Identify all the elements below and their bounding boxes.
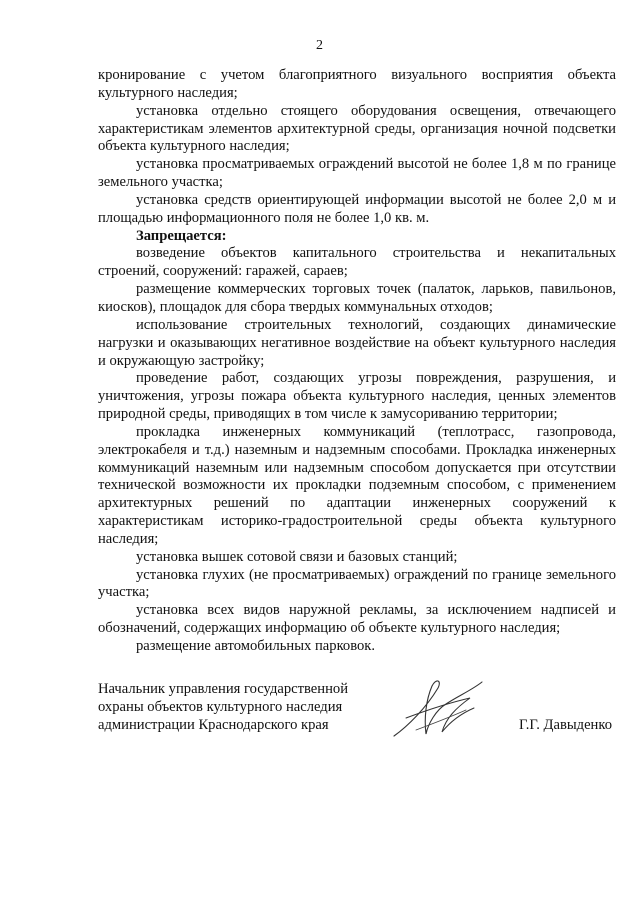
paragraph: проведение работ, создающих угрозы повреждения, разрушения, и уничтожения, угрозы пожара объекта культурного наследия, ценных элементов природной среды, приводящих в том числе к замусориванию территории;: [98, 370, 616, 423]
paragraph: возведение объектов капитального строительства и некапитальных строений, сооружений: гаражей, сараев;: [98, 245, 616, 280]
paragraph: установка глухих (не просматриваемых) ограждений по границе земельного участка;: [98, 566, 616, 601]
signer-position: [98, 680, 368, 734]
section-heading: Запрещается:: [136, 227, 227, 244]
signer-position-line: охраны объектов культурного наследия: [98, 699, 343, 715]
paragraph: использование строительных технологий, создающих динамические нагрузки и оказывающих негативное воздействие на объект культурного наследия и окружающую застройку;: [98, 316, 616, 369]
paragraph: установка просматриваемых ограждений высотой не более 1,8 м по границе земельного участка;: [98, 156, 616, 191]
paragraph: кронирование с учетом благоприятного визуального восприятия объекта культурного наследия;: [98, 67, 616, 101]
paragraph: установка средств ориентирующей информации высотой не более 2,0 м и площадью информационного поля не более 1,0 кв. м.: [98, 191, 616, 226]
signature-block: [98, 680, 618, 750]
page-number: 2: [316, 38, 323, 53]
document-body: [98, 67, 616, 656]
paragraph: размещение автомобильных парковок.: [136, 638, 376, 654]
handwritten-signature-icon: [386, 674, 486, 746]
paragraph: установка всех видов наружной рекламы, за исключением надписей и обозначений, содержащих информацию об объекте культурного наследия;: [98, 602, 616, 637]
signer-position-line: администрации Краснодарского края: [98, 717, 329, 733]
signer-name: Г.Г. Давыденко: [518, 717, 612, 733]
paragraph: установка вышек сотовой связи и базовых станций;: [136, 548, 458, 565]
paragraph: размещение коммерческих торговых точек (палаток, ларьков, павильонов, киосков), площадок для сбора твердых коммунальных отходов;: [98, 281, 616, 315]
paragraph: прокладка инженерных коммуникаций (теплотрасс, газопровода, электрокабеля и т.д.) наземным и надземным способами. Прокладка инженерных коммуникаций наземным или надземным способом допускается при отсутствии технической возможности их прокладки подземным способом, с применением архитектурных решений по адаптации инженерных сооружений к характеристикам историко-градостроительной среды объекта культурного наследия;: [98, 423, 616, 547]
signer-position-line: Начальник управления государственной: [98, 681, 349, 697]
paragraph: установка отдельно стоящего оборудования освещения, отвечающего характеристикам элементов архитектурной среды, организация ночной подсветки объекта культурного наследия;: [98, 102, 616, 155]
